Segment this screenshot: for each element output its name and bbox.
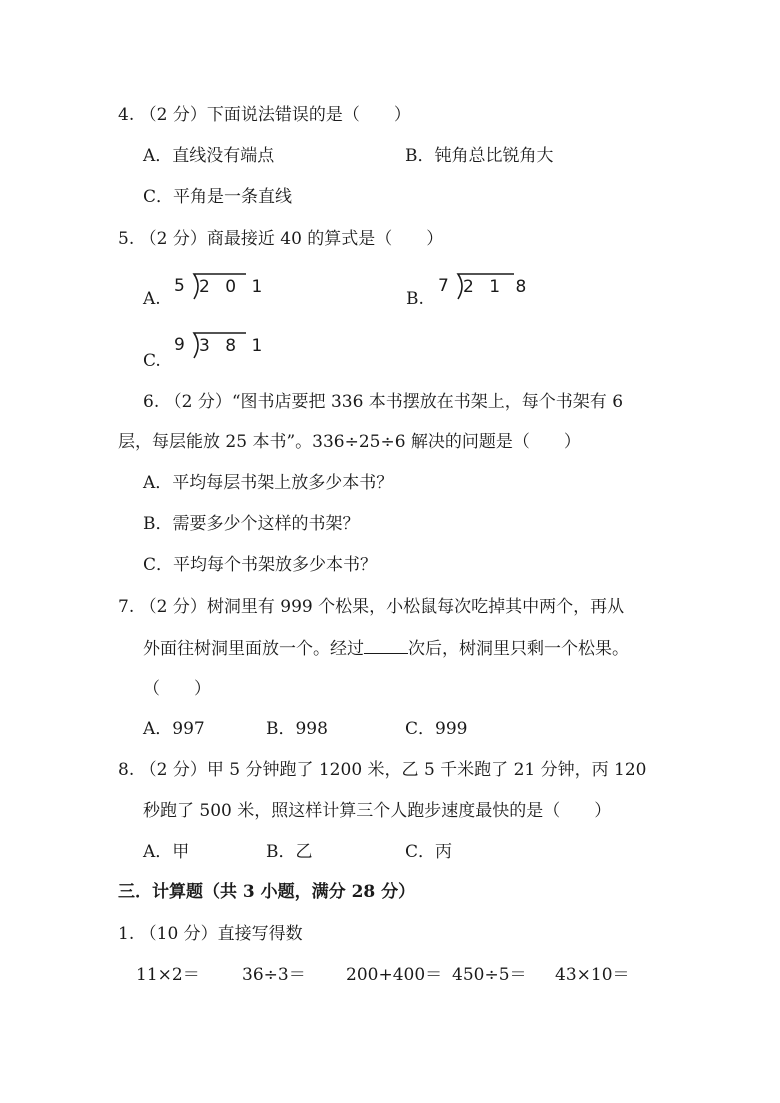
q7-option-a: A．997 bbox=[143, 719, 205, 739]
q8-option-c: C．丙 bbox=[405, 842, 453, 862]
dividend: 3 8 1 bbox=[199, 336, 268, 356]
q7-line-2-before: 外面往树洞里面放一个。经过 bbox=[143, 639, 364, 659]
dividend: 2 1 8 bbox=[463, 277, 532, 297]
q8-option-b: B．乙 bbox=[266, 842, 313, 862]
q5-option-a-letter: A. bbox=[143, 289, 161, 309]
q4-stem: 4. （2 分）下面说法错误的是（ ） bbox=[118, 105, 411, 125]
q5-stem: 5. （2 分）商最接近 40 的算式是（ ） bbox=[118, 229, 444, 249]
divisor: 9 bbox=[174, 335, 190, 355]
q7-line-2-after: 次后，树洞里只剩一个松果。 bbox=[408, 639, 629, 659]
q7-line-2 bbox=[143, 637, 629, 660]
q6-option-a: A．平均每层书架上放多少本书？ bbox=[143, 473, 394, 493]
calc-item-3: 200+400＝ bbox=[346, 965, 443, 985]
calc-item-1: 11×2＝ bbox=[136, 965, 200, 985]
divisor: 5 bbox=[174, 276, 190, 296]
q6-option-b: B．需要多少个这样的书架？ bbox=[143, 514, 360, 534]
q8-option-a: A．甲 bbox=[143, 842, 190, 862]
q4-option-c: C．平角是一条直线 bbox=[143, 187, 293, 207]
q6-line-1: 6. （2 分）“图书店要把 336 本书摆放在书架上，每个书架有 6 bbox=[143, 392, 624, 412]
q5-option-c-division bbox=[172, 331, 268, 361]
q5-option-c-letter: C. bbox=[143, 351, 161, 371]
q5-option-b-letter: B. bbox=[406, 289, 424, 309]
q6-option-c: C．平均每个书架放多少本书？ bbox=[143, 555, 378, 575]
q4-option-a: A．直线没有端点 bbox=[143, 146, 275, 166]
calc-item-5: 43×10＝ bbox=[555, 965, 630, 985]
calc-item-4: 450÷5＝ bbox=[452, 965, 527, 985]
section-heading: 三．计算题（共 3 小题，满分 28 分） bbox=[118, 882, 416, 902]
q6-line-2: 层，每层能放 25 本书”。336÷25÷6 解决的问题是（ ） bbox=[118, 432, 581, 452]
q8-line-1: 8. （2 分）甲 5 分钟跑了 1200 米，乙 5 千米跑了 21 分钟，丙 120 bbox=[118, 760, 647, 780]
q7-line-1: 7. （2 分）树洞里有 999 个松果，小松鼠每次吃掉其中两个，再从 bbox=[118, 597, 625, 617]
dividend: 2 0 1 bbox=[199, 277, 268, 297]
q7-option-b: B．998 bbox=[266, 719, 328, 739]
divisor: 7 bbox=[438, 276, 454, 296]
calc-item-2: 36÷3＝ bbox=[242, 965, 306, 985]
q7-line-3: （ ） bbox=[143, 679, 211, 699]
q5-option-a-division bbox=[172, 272, 268, 302]
q4-option-b: B．钝角总比锐角大 bbox=[405, 146, 554, 166]
calc-q1-stem: 1. （10 分）直接写得数 bbox=[118, 924, 303, 944]
q5-option-b-division bbox=[436, 272, 532, 302]
answer-blank bbox=[364, 637, 408, 654]
q8-line-2: 秒跑了 500 米，照这样计算三个人跑步速度最快的是（ ） bbox=[143, 801, 612, 821]
q7-option-c: C．999 bbox=[405, 719, 468, 739]
